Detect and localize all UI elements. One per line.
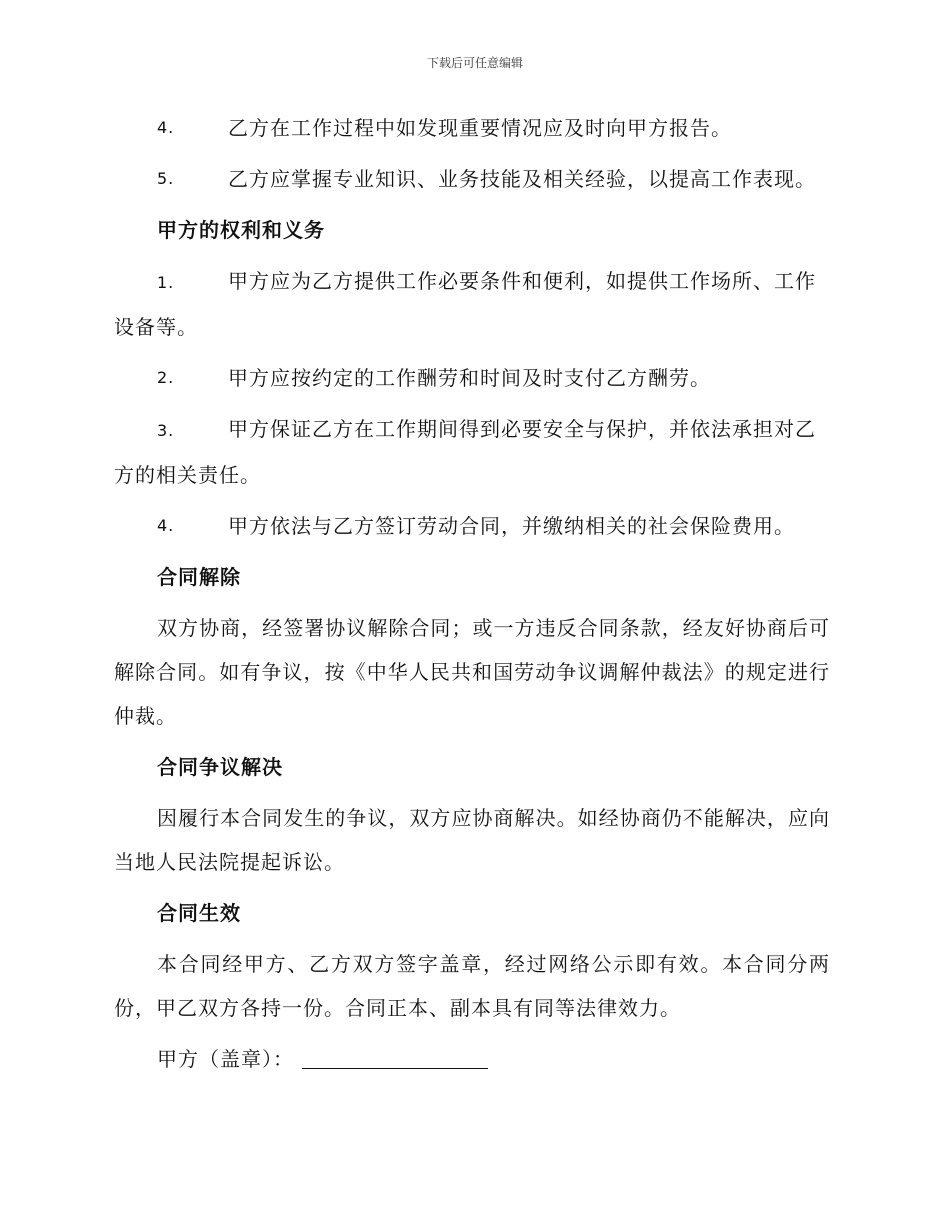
item-text: 乙方在工作过程中如发现重要情况应及时向甲方报告。 [228, 116, 732, 140]
signature-label: 甲方（盖章）： [157, 1047, 294, 1071]
item-text: 甲方应为乙方提供工作必要条件和便利，如提供工作场所、工作设备等。 [114, 269, 816, 339]
item-text: 甲方应按约定的工作酬劳和时间及时支付乙方酬劳。 [228, 366, 711, 390]
paragraph: 因履行本合同发生的争议，双方应协商解决。如经协商仍不能解决，应向当地人民法院提起诉讼。 [114, 806, 830, 874]
paragraph: 本合同经甲方、乙方双方签字盖章，经过网络公示即有效。本合同分两份，甲乙双方各持一份。合同正本、副本具有同等法律效力。 [114, 952, 830, 1020]
section-heading: 甲方的权利和义务 [157, 218, 325, 242]
item-text: 甲方依法与乙方签订劳动合同，并缴纳相关的社会保险费用。 [228, 514, 795, 538]
section-heading: 合同解除 [157, 565, 241, 589]
document-body [114, 106, 830, 1081]
section-heading: 合同争议解决 [157, 755, 283, 779]
item-text: 乙方应掌握专业知识、业务技能及相关经验，以提高工作表现。 [228, 167, 816, 191]
item-text: 甲方保证乙方在工作期间得到必要安全与保护，并依法承担对乙方的相关责任。 [114, 417, 816, 487]
section-heading: 合同生效 [157, 901, 241, 925]
list-item [114, 157, 830, 201]
item-number: 4. [157, 516, 175, 535]
list-item [114, 259, 830, 349]
item-number: 5. [157, 169, 175, 188]
list-item [114, 504, 830, 548]
page-header: 下载后可任意编辑 [426, 56, 523, 70]
item-number: 2. [157, 368, 175, 387]
signature-row [114, 1037, 830, 1081]
item-number: 4. [157, 118, 175, 137]
item-number: 1. [157, 273, 175, 292]
list-item [114, 356, 830, 400]
paragraph: 双方协商，经签署协议解除合同；或一方违反合同条款，经友好协商后可解除合同。如有争议，按《中华人民共和国劳动争议调解仲裁法》的规定进行仲裁。 [114, 616, 830, 728]
list-item [114, 106, 830, 150]
signature-line [302, 1068, 488, 1069]
item-number: 3. [157, 421, 175, 440]
list-item [114, 407, 830, 497]
